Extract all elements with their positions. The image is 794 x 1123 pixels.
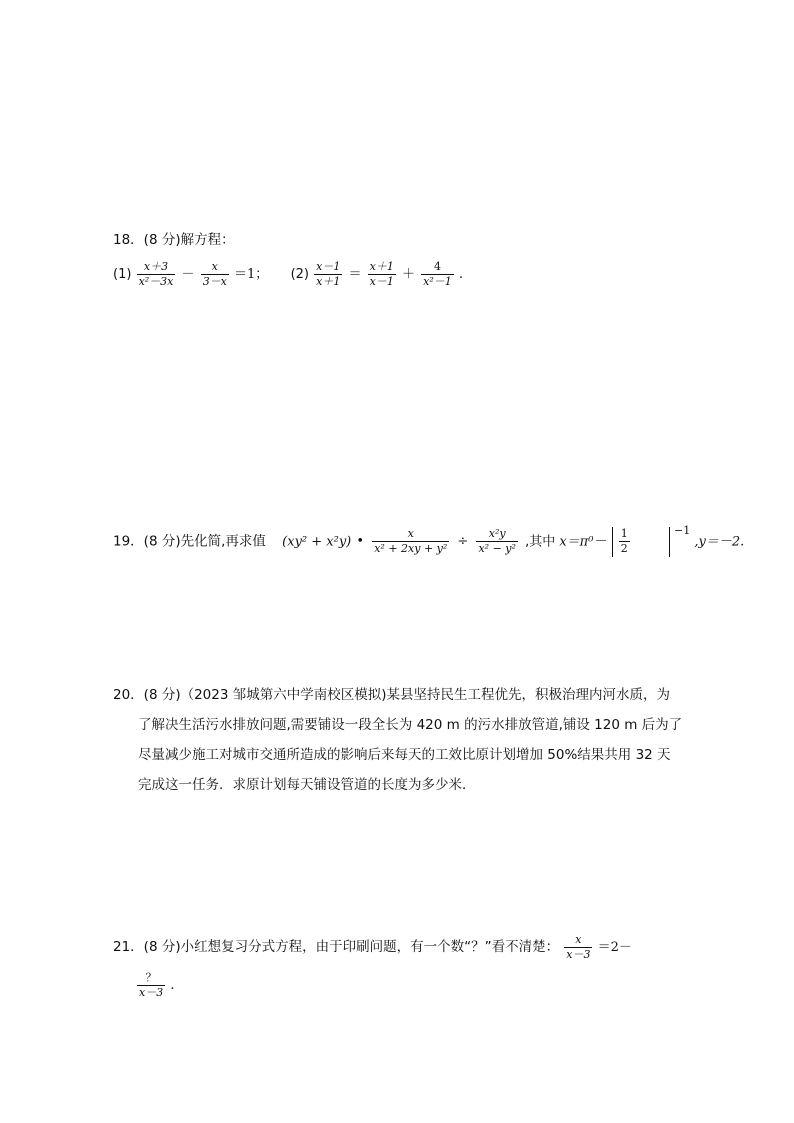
q19-y-eq: ,y＝－2. bbox=[694, 534, 745, 550]
q20-line4: 完成这一任务．求原计划每天铺设管道的长度为多少米． bbox=[138, 777, 476, 793]
q18-part1-label: (1) bbox=[113, 267, 132, 282]
q21-text: 21．(8 分)小红想复习分式方程，由于印刷问题，有一个数“？”看不清楚： bbox=[113, 939, 560, 955]
q21-fraction1: $\frac{x}{x-3}$ bbox=[566, 933, 591, 961]
q21-fraction2: $\frac{?}{x-3}$ bbox=[139, 971, 164, 999]
q18-header: 18．(8 分)解方程： bbox=[113, 232, 235, 248]
q18-equations bbox=[113, 260, 464, 288]
q18-p2-equals: ＝ bbox=[348, 267, 362, 282]
q19-line bbox=[113, 520, 744, 554]
q19-half: $\frac{1}{2}$ bbox=[620, 527, 628, 556]
q18-p1-fraction1: $\frac{x+3}{\text{x²－3x}}$ bbox=[138, 260, 174, 288]
q20-line2: 了解决生活污水排放问题,需要铺设一段全长为 420 m 的污水排放管道,铺设 120 m 后为了 bbox=[138, 717, 683, 733]
q20-paragraph bbox=[113, 680, 682, 800]
q21-rhs: ＝2－ bbox=[597, 940, 632, 955]
q19-exponent: −1 bbox=[674, 524, 691, 537]
q19-dot: • bbox=[356, 534, 365, 550]
q19-right-bracket bbox=[663, 527, 670, 557]
q20-line3: 尽量减少施工对城市交通所造成的影响后来每天的工效比原计划增加 50%结果共用 32 天 bbox=[138, 747, 671, 763]
q21-line2 bbox=[136, 970, 174, 1002]
q18-p2-end: . bbox=[458, 267, 464, 282]
q19-x-eq: x＝π⁰－ bbox=[559, 534, 607, 550]
q19-expr-left: (xy² + x²y) bbox=[282, 534, 352, 550]
q21-line1 bbox=[113, 932, 632, 962]
q18-part2-label: (2) bbox=[290, 267, 310, 282]
q19-where: ,其中 bbox=[525, 534, 556, 550]
q18-p1-minus: － bbox=[181, 267, 195, 282]
q18-p1-fraction2: $\frac{x}{3-x}$ bbox=[202, 260, 227, 288]
q18-p2-fraction3: $\frac{4}{\text{x²－1}}$ bbox=[423, 260, 452, 288]
q19-fraction1: $\frac{x}{\text{x² + 2xy + y²}}$ bbox=[374, 527, 448, 556]
q18-p2-fraction2: $\frac{x+1}{x-1}$ bbox=[369, 260, 394, 288]
q18-p1-rhs: ＝1； bbox=[234, 267, 269, 282]
q19-divide: ÷ bbox=[457, 534, 469, 550]
q20-line1: 20．(8 分)（2023 邹城第六中学南校区模拟)某县坚持民生工程优先，积极治理内河水质，为 bbox=[113, 687, 671, 703]
q19-header: 19．(8 分)先化简,再求值 bbox=[113, 533, 266, 550]
q19-fraction2: $\frac{\text{x²y}}{\text{x² − y²}}$ bbox=[478, 527, 516, 556]
q21-end: . bbox=[170, 978, 175, 993]
q18-p2-fraction1: $\frac{x-1}{x+1}$ bbox=[316, 260, 341, 288]
q18-p2-plus: ＋ bbox=[402, 267, 416, 282]
